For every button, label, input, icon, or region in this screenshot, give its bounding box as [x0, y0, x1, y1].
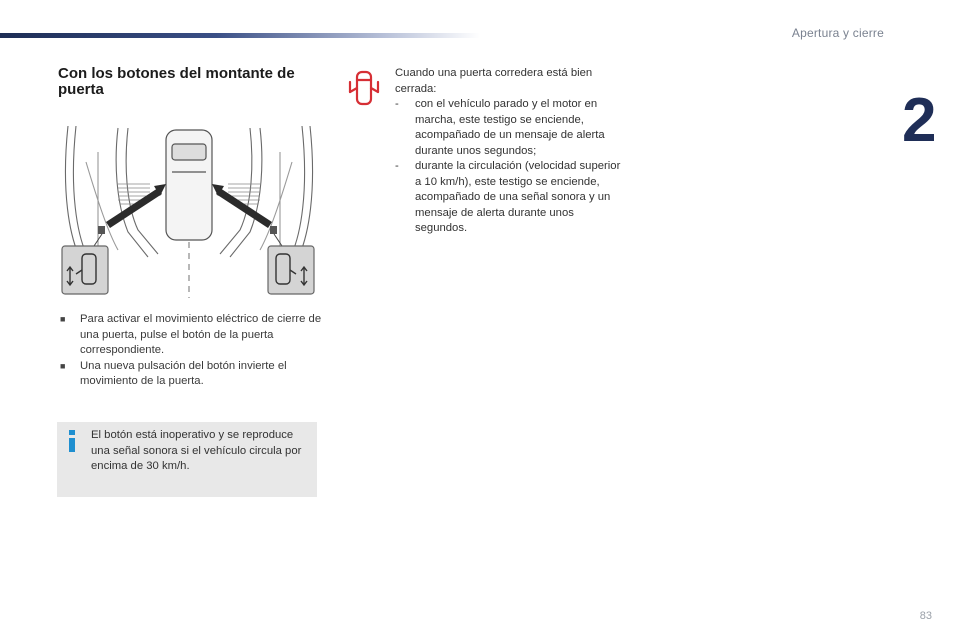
- sliding-door-open-warning-icon: [346, 66, 382, 110]
- vehicle-sliding-doors-illustration: [58, 122, 320, 300]
- page-number: 83: [919, 610, 932, 622]
- section-heading: Con los botones del montante de puerta: [58, 65, 295, 98]
- header-accent-bar: [0, 33, 480, 38]
- info-box: [57, 422, 317, 497]
- list-item: - con el vehículo parado y el motor en marcha, este testigo se enciende, acompañado de un mensaje de alerta durante unos segundos;: [395, 98, 605, 157]
- info-text: El botón está inoperativo y se reproduce una señal sonora si el vehículo circula por encima de 30 km/h.: [91, 429, 302, 472]
- instruction-list: [60, 312, 322, 390]
- warning-description: [395, 66, 625, 237]
- bullet-marker-icon: ■: [60, 360, 66, 371]
- chapter-number: 2: [902, 86, 937, 155]
- warning-intro: Cuando una puerta corredera está bien cerrada:: [395, 67, 593, 95]
- section-label: Apertura y cierre: [791, 26, 884, 40]
- warning-list: [395, 97, 625, 237]
- info-icon: [65, 430, 79, 452]
- bullet-marker-icon: ■: [60, 314, 66, 324]
- list-item: ■ Una nueva pulsación del botón invierte el movimiento de la puerta.: [60, 359, 287, 387]
- list-item: ■ Para activar el movimiento eléctrico de cierre de una puerta, pulse el botón de la puerta correspondiente.: [60, 313, 322, 356]
- list-item: - durante la circulación (velocidad superior a 10 km/h), este testigo se enciende, acompañado de una señal sonora y un mensaje de alerta durante unos segundos.: [395, 160, 621, 234]
